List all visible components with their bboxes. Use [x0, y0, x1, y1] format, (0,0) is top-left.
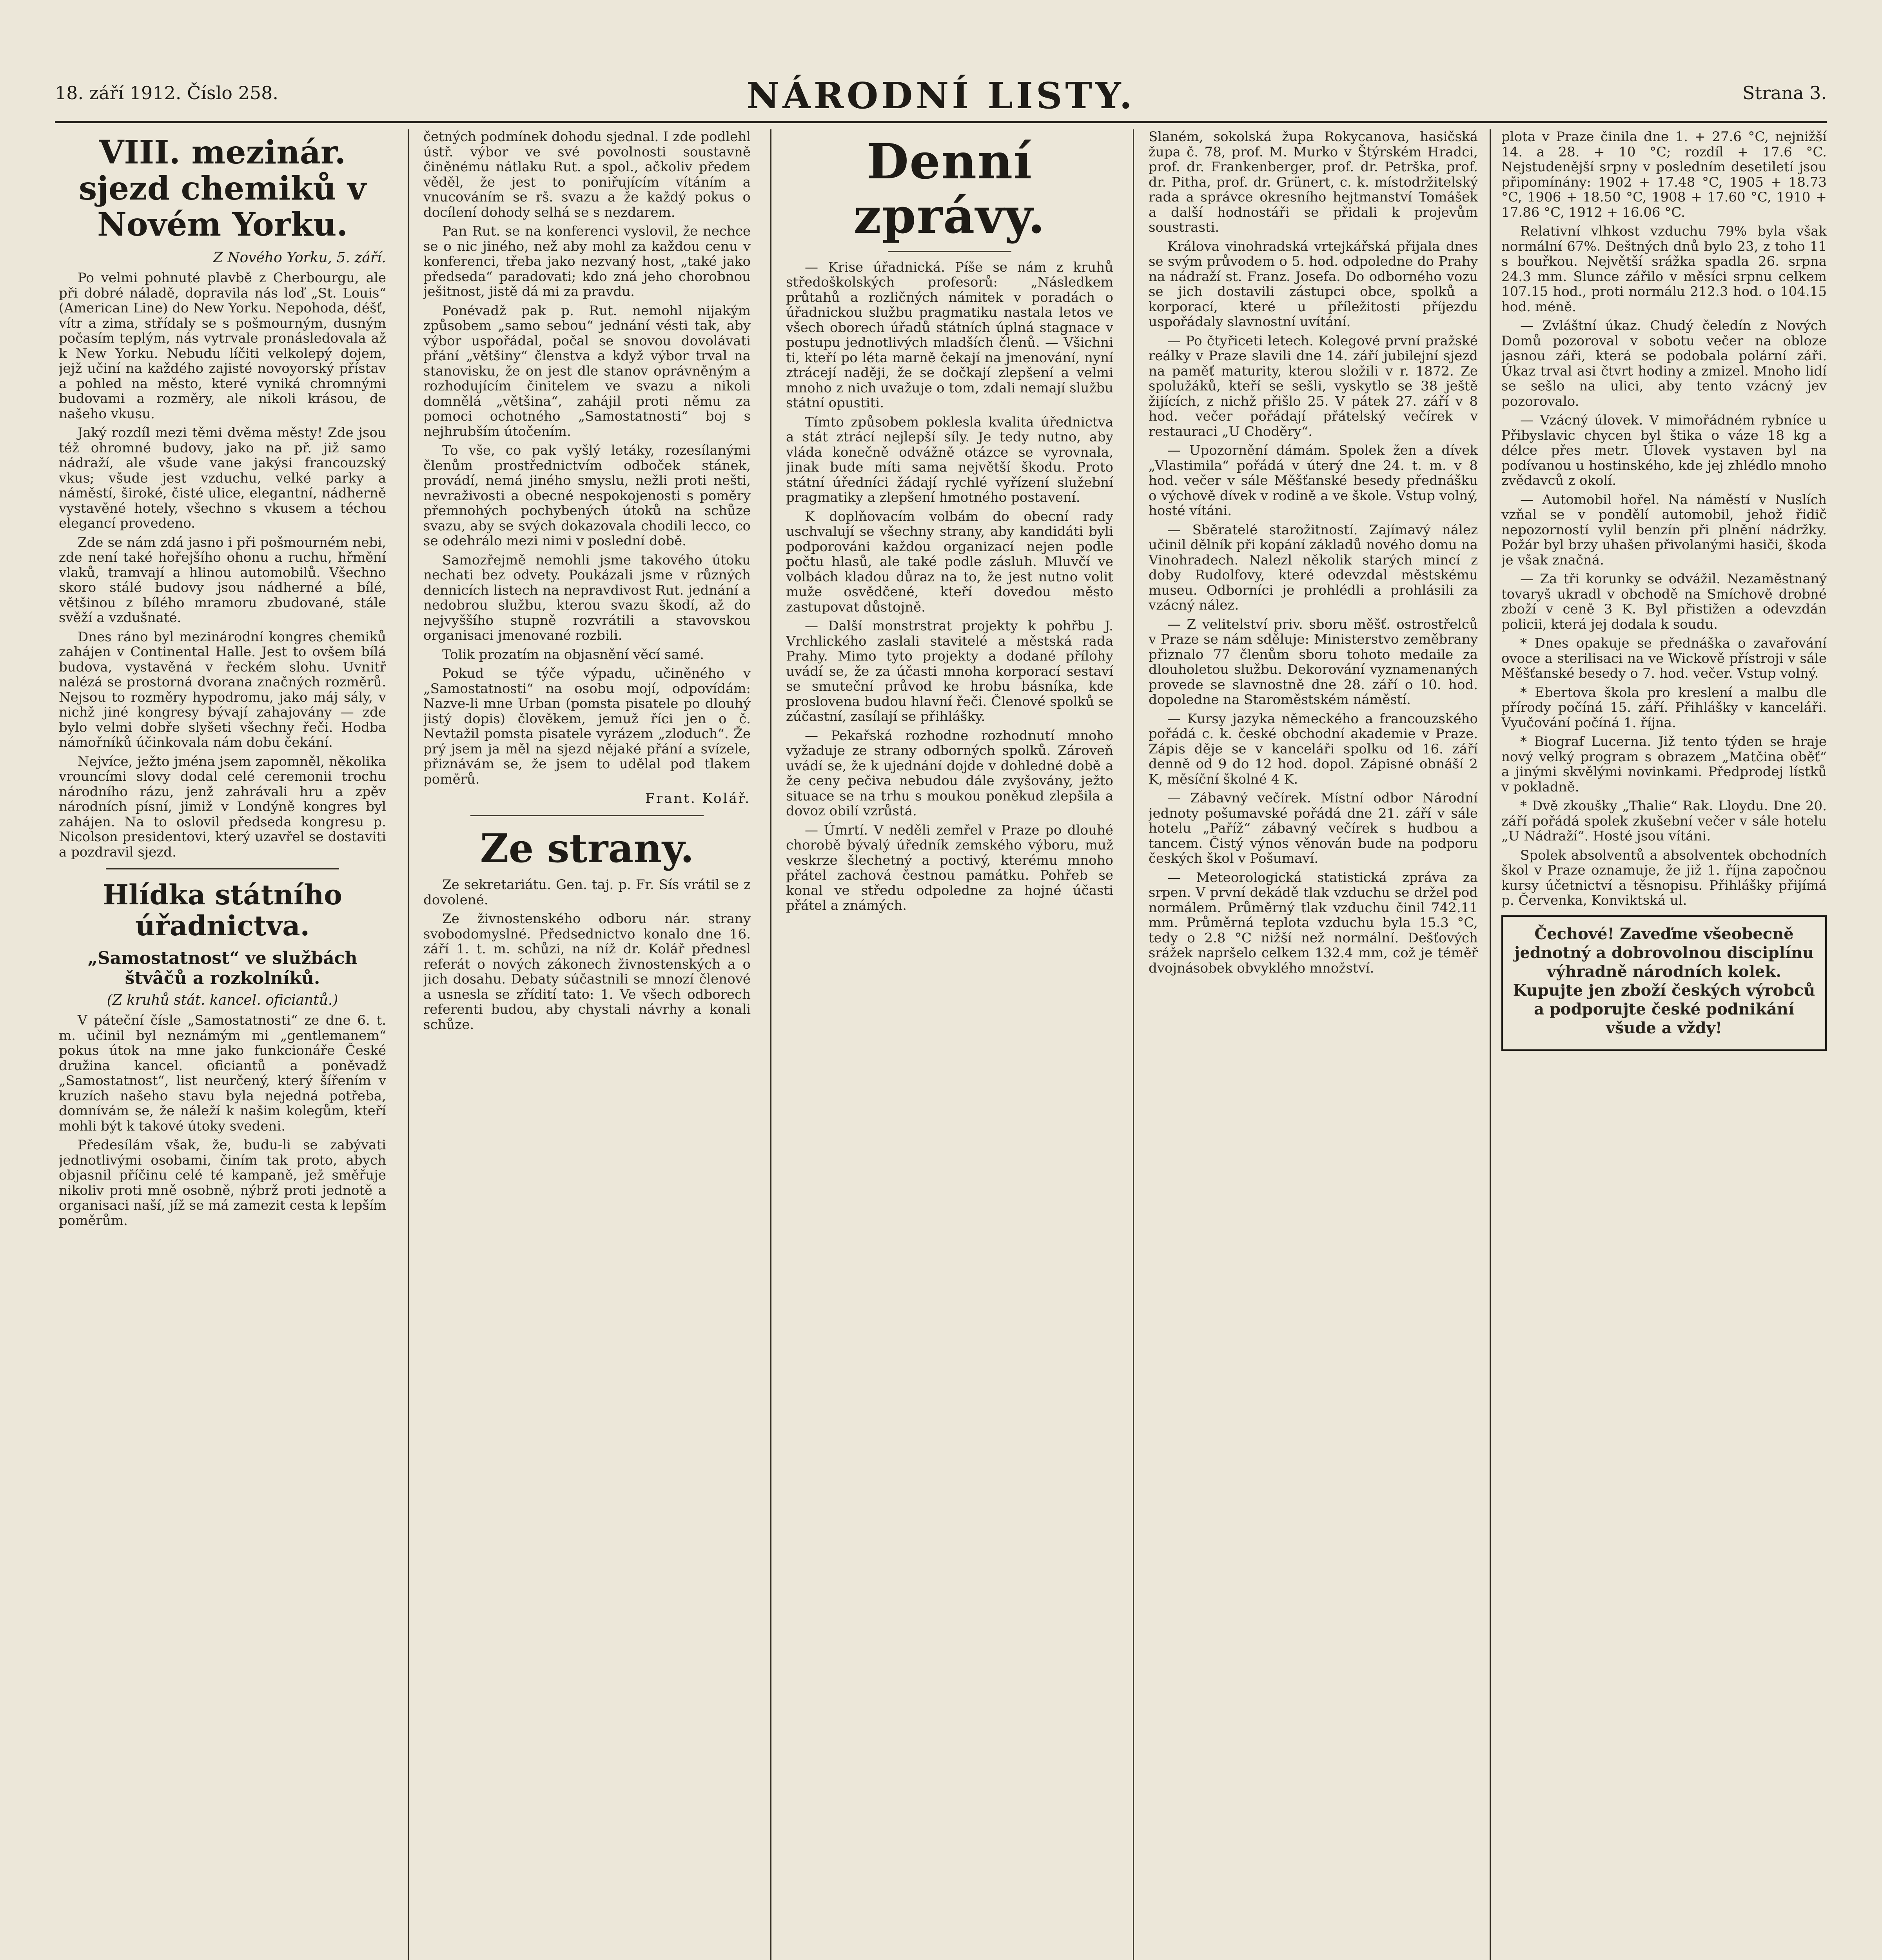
paragraph: Zde se nám zdá jasno i při pošmourném nebi, zde není také hořejšího ohonu a ruchu, hřmění vlaků, tramvají a hlinou automobilů. Všechno skoro stálé budovy jsou nádherné a bílé, většinou z bílého mramoru zbudované, stále svěží a vzdušnaté.: [59, 534, 386, 626]
author-signature: Frant. Kolář.: [645, 791, 751, 806]
paragraph: — Vzácný úlovek. V mimořádném rybníce u Přibyslavic chycen byl štika o váze 18 kg a délce přes metr. Úlovek vystaven byl na podívanou u hostinského, kde jej zhlédlo mnoho zvědavců z okolí.: [1501, 412, 1827, 488]
boxed-notice: [1501, 915, 1827, 1051]
paragraph: To vše, co pak vyšlý letáky, rozesílanými členům prostřednictvím odboček stánek, provádí, nemá jiného smyslu, nežli proti nešti, nevraživosti a obecné nespokojenosti s poměry přemnohých pochybených útoků na schůze svazu, aby se svých dokazovala chodili lecco, co se odehrálo mezi nimi v poslední době.: [423, 443, 751, 549]
paragraph: — Zvláštní úkaz. Chudý čeledín z Nových Domů pozoroval v sobotu večer na obloze jasnou záři, která se podobala polární záři. Úkaz trval asi čtvrt hodiny a zmizel. Mnoho lidí se sešlo na ulici, aby tento vzácný jev pozorovalo.: [1501, 318, 1827, 409]
paragraph: Slaném, sokolská župa Rokycanova, hasičská župa č. 78, prof. M. Murko v Štýrském Hradci, prof. dr. Frankenberger, prof. dr. Petrška, prof. dr. Pitha, prof. dr. Grünert, c. k. místodržitelský rada a správce okresního hejtmanství Tomášek a další hodnostáři se přidali k projevům soustrasti.: [1149, 129, 1478, 235]
paragraph: — Upozornění dámám. Spolek žen a dívek „Vlastimila“ pořádá v úterý dne 24. t. m. v 8 hod. večer v sále Měšťanské besedy přednášku o výchově dívek v rodině a ve škole. Vstup volný, hosté vítáni.: [1149, 443, 1478, 519]
paragraph: — Pekařská rozhodne rozhodnutí mnoho vyžaduje ze strany odborných spolků. Zároveň uvádí se, že k ujednání dojde v dohledné době a že ceny pečiva nebudou dále zvyšovány, ježto situace se na trhu s moukou poněkud zlepšila a dovoz obilí vzrůstá.: [786, 728, 1113, 819]
section-separator: [888, 251, 1011, 252]
column-divider: [1490, 129, 1491, 1960]
paragraph: Tímto způsobem poklesla kvalita úřednictva a stát ztrácí nejlepší síly. Je tedy nutno, aby vláda konečně odvážně otázce se vyrovnala, jinak bude míti sama největší škodu. Proto státní úředníci žádají rychlé vyřízení služební pragmatiky a zlepšení hmotného postavení.: [786, 414, 1113, 506]
paragraph: * Dvě zkoušky „Thalie“ Rak. Lloydu. Dne 20. září pořádá spolek zkušební večer v sále hotelu „U Nádraží“. Hosté jsou vítáni.: [1501, 798, 1827, 844]
column-divider: [408, 129, 409, 1960]
column-3: [786, 129, 1113, 1960]
paragraph: — Úmrtí. V neděli zemřel v Praze po dlouhé chorobě bývalý úředník zemského výboru, muž veskrze šlechetný a poctivý, kterému mnoho přátel zachová čestnou památku. Pohřeb se konal ve středu odpoledne za hojné účasti přátel a známých.: [786, 822, 1113, 914]
paragraph: Nejvíce, ježto jména jsem zapomněl, několika vrouncími slovy dodal celé ceremonii trochu národního rázu, jenž zahrávali hru a zpěv národních písní, jimiž v Londýně kongres byl zahájen. Na to oslovil předseda kongresu p. Nicolson presidentovi, který uzavřel se dostaviti a pozdravil sjezd.: [59, 753, 386, 860]
paragraph: Ponévadž pak p. Rut. nemohl nijakým způsobem „samo sebou“ jednání vésti tak, aby výbor uspořádal, počal se snovou dovolávati přání „většiny“ členstva a když výbor trval na stanovisku, že on jest dle stanov oprávněným a rozhodujícím činitelem ve svazu a nikoli domnělá „většina“, zahájil proti němu za pomoci ochotného „Samostatnosti“ boj s nejhrubším útočením.: [423, 303, 751, 439]
paragraph: — Kursy jazyka německého a francouzského pořádá c. k. české obchodní akademie v Praze. Zápis děje se v kanceláři spolku od 16. září denně od 9 do 12 hod. dopol. Zápisné obnáší 2 K, měsíční školné 4 K.: [1149, 711, 1478, 787]
article-headline: Hlídka státního úřadnictva.: [103, 878, 342, 942]
article-headline: VIII. mezinár. sjezd chemiků v Novém Yorku.: [79, 134, 366, 243]
column-4: [1149, 129, 1478, 1960]
paragraph: Předesílám však, že, budu-li se zabývati jednotlivými osobami, činím tak proto, abych objasnil příčinu celé té kampaně, jež směřuje nikoliv proti mně osobně, nýbrž proti jednotě a organisaci naší, jíž se má zamezit cesta k lepším poměrům.: [59, 1137, 386, 1229]
paragraph: — Krise úřadnická. Píše se nám z kruhů středoškolských profesorů: „Následkem průtahů a rozličných námitek v poradách o úřadnickou službu pragmatiku nastala letos ve všech oborech úřadů státních úplná stagnace v postupu jednotlivých mladších členů. — Všichni ti, kteří po léta marně čekají na jmenování, nyní ztrácejí naději, že se dočkají zlepšení a velmi mnoho z nich uvažuje o tom, zdali nemají službu státní opustiti.: [786, 259, 1113, 411]
page-header: [55, 74, 1827, 118]
paragraph: — Další monstrstrat projekty k pohřbu J. Vrchlického zaslali stavitelé a městská rada Prahy. Mimo tyto projekty a dodané přílohy uvádí se, že za účasti mnoha korporací sestaví se smuteční průvod ke hrobu básníka, kde proslovena budou hlavní řeči. Členové spolků se zúčastní, zasílají se přihlášky.: [786, 618, 1113, 725]
paragraph: Jaký rozdíl mezi těmi dvěma městy! Zde jsou též ohromné budovy, jako na př. již samo nádraží, ale všude vane jakýsi francouzský vkus; všude jest vzduchu, velké parky a náměstí, široké, čisté ulice, elegantní, nádherně vystavěné hotely, všechno s vkusem a téchou elegancí provedeno.: [59, 425, 386, 532]
paragraph: Relativní vlhkost vzduchu 79% byla však normální 67%. Deštných dnů bylo 23, z toho 11 s bouřkou. Největší srážka spadla 26. srpna 24.3 mm. Slunce zářilo v měsíci srpnu celkem 107.15 hod., proti normálu 212.3 hod. o 104.15 hod. méně.: [1501, 223, 1827, 315]
section-separator: [106, 868, 339, 869]
paragraph: Tolik prozatím na objasnění věcí samé.: [442, 646, 704, 662]
paragraph: Ze živnostenského odboru nár. strany svobodomyslné. Předsednictvo konalo dne 16. září 1. t. m. schůzi, na níž dr. Kolář přednesl referát o nových zákonech živnostenských a o jich dosahu. Debaty súčastnili se mnozí členové a usnesla se zřídití tato: 1. Ve všech odborech referenti budou, aby chystali návrhy a konali schůze.: [423, 911, 751, 1033]
article-subheadline: „Samostatnost“ ve službách štvâčů a rozkolníků.: [87, 948, 358, 989]
paragraph: Pan Rut. se na konferenci vyslovil, že nechce se o nic jiného, než aby mohl za každou cenu v konferenci, třeba jako nezvaný host, „také jako předseda“ paradovati; kdo zná jeho chorobnou ješitnost, jistě dá mi za pravdu.: [423, 223, 751, 299]
notice-text: Čechové! Zaveďme všeobecně jednotný a dobrovolnou disciplínu výhradně národních kolek. Kupujte jen zboží českých výrobců a podporujte české podnikání všude a vždy!: [1513, 924, 1815, 1037]
column-5: [1501, 129, 1827, 1960]
paragraph: — Automobil hořel. Na náměstí v Nuslích vzňal se v pondělí automobil, jehož řidič nepozorností vylil benzín při plnění nádržky. Požár byl brzy uhašen přivolanými hasiči, škoda je však značná.: [1501, 492, 1827, 568]
article-source: (Z kruhů stát. kancel. oficiantů.): [107, 992, 338, 1009]
paragraph: Dnes ráno byl mezinárodní kongres chemiků zahájen v Continental Halle. Jest to ovšem bílá budova, vystavěná v řeckém slohu. Uvnitř nalézá se prostorná dvorana značných rozměrů. Nejsou to rozměry hypodromu, jako máj sály, v nichž jiné kongresy bývají zahajovány — zde bylo velmi dobře slyšeti všechny řeči. Hodba námořníků účinkovala nám dobu čekání.: [59, 629, 386, 751]
paragraph: Ze sekretariátu. Gen. taj. p. Fr. Sís vrátil se z dovolené.: [423, 877, 751, 908]
paragraph: — Meteorologická statistická zpráva za srpen. V první dekádě tlak vzduchu se držel pod normálem. Průměrný tlak vzduchu činil 742.11 mm. Průměrná teplota vzduchu byla 15.3 °C, tedy o 2.8 °C nižší než normální. Dešťových srážek napršelo celkem 132.4 mm, což je téměř dvojnásobek obvyklého množství.: [1149, 869, 1478, 976]
paragraph: Samozřejmě nemohli jsme takového útoku nechati bez odvety. Poukázali jsme v různých dennicích listech na nepravdivost Rut. jednání a nedobrou službu, kterou svazu škodí, až do nejvyššího stupně rozvrátili a stavovskou organisaci jmenované rozbili.: [423, 552, 751, 643]
paragraph: — Za tři korunky se odvážil. Nezaměstnaný tovaryš ukradl v obchodě na Smíchově drobné zboží v ceně 3 K. Byl přistižen a odevzdán policii, která jej dodala k soudu.: [1501, 571, 1827, 632]
paragraph: * Ebertova škola pro kreslení a malbu dle přírody počíná 15. září. Přihlášky v kanceláři. Vyučování počíná 1. října.: [1501, 684, 1827, 731]
column-2: [423, 129, 751, 1960]
paragraph: * Dnes opakuje se přednáška o zavařování ovoce a sterilisaci na ve Wickově přístroji v sále Měšťanské besedy o 7. hod. večer. Vstup volný.: [1501, 635, 1827, 681]
column-divider: [1133, 129, 1134, 1960]
paragraph: — Sběratelé starožitností. Zajímavý nález učinil dělník při kopání základů nového domu na Vinohradech. Nalezl několik starých mincí z doby Rudolfovy, které odevzdal městskému museu. Odborníci je prohlédli a prohlásili za vzácný nález.: [1149, 522, 1478, 613]
paragraph: — Z velitelství priv. sboru měšť. ostrostřelců v Praze se nám sděluje: Ministerstvo zeměbrany přiznalo 77 členům sboru tohoto medaile za dlouholetou službu. Dekorování vyznamenaných provede se slavnostně dne 28. září o 10. hod. dopoledne na Staroměstském náměstí.: [1149, 616, 1478, 708]
paragraph: Králova vinohradská vrtejkářská přijala dnes se svým průvodem o 5. hod. odpoledne do Prahy na nádraží st. Franz. Josefa. Do odborného vozu se jich dostavili zástupci obce, spolků a korporací, které u příležitosti příjezdu uspořádaly slavnostní uvítání.: [1149, 238, 1478, 330]
paragraph: V páteční čísle „Samostatnosti“ ze dne 6. t. m. učinil byl neznámým mi „gentlemanem“ pokus útok na mne jako funkcionáře České družina kancel. oficiantů a poněvadž „Samostatnost“, list neurčený, který šířením v kruzích našeho stavu byla nejedná potřeba, domnívám se, že náleží k našim kolegům, kteří mohli být k takové útoky svedeni.: [59, 1013, 386, 1134]
section-headline: Denní zprávy.: [853, 133, 1046, 245]
section-separator: [470, 815, 704, 816]
article-headline: Ze strany.: [480, 825, 694, 871]
paragraph: — Zábavný večírek. Místní odbor Národní jednoty pošumavské pořádá dne 21. září v sále hotelu „Paříž“ zábavný večírek s hudbou a tancem. Čistý výnos věnován bude na podporu českých škol v Pošumaví.: [1149, 790, 1478, 866]
paragraph: * Biograf Lucerna. Již tento týden se hraje nový velký program s obrazem „Matčina oběť“ a jinými skvělými novinkami. Předprodej lístků v pokladně.: [1501, 734, 1827, 795]
issue-date: 18. září 1912. Číslo 258.: [55, 82, 279, 103]
paragraph: Spolek absolventů a absolventek obchodních škol v Praze oznamuje, že již 1. října započnou kursy účetnictví a těsnopisu. Přihlášky přijímá p. Červenka, Konviktská ul.: [1501, 847, 1827, 908]
paragraph: plota v Praze činila dne 1. + 27.6 °C, nejnižší 14. a 28. + 10 °C; rozdíl + 17.6 °C. Nejstudenější srpny v posledním desetiletí jsou připomínány: 1902 + 17.48 °C, 1905 + 18.73 °C, 1906 + 18.50 °C, 1908 + 17.60 °C, 1910 + 17.86 °C, 1912 + 16.06 °C.: [1501, 129, 1827, 220]
paragraph: Pokud se týče výpadu, učiněného v „Samostatnosti“ na osobu mojí, odpovídám: Nazve-li mne Urban (pomsta pisatele po dlouhý jistý dopis) člověkem, jemuž říci jen o č. Nevtažil pomsta pisatele vyrázem „zloduch“. Že prý jsem ja měl na sjezd nějaké přání a svízele, přiznávám se, že jsem to udělal pod tlakem poměrů.: [423, 666, 751, 787]
column-1: [59, 129, 386, 1960]
paragraph: Po velmi pohnuté plavbě z Cherbourgu, ale při dobré náladě, dopravila nás loď „St. Louis“ (American Line) do New Yorku. Nepohoda, déšť, vítr a zima, střídaly se s pošmourným, dusným počasím teplým, nás vytrvale pronásledovala až k New Yorku. Nebudu líčiti velkolepý dojem, jejž učiní na každého zajisté novoyorský přístav a pohled na město, které vyniká chromnými budovami a rozměry, ale nikoli krásou, de našeho vkusu.: [59, 270, 386, 422]
article-dateline: Z Nového Yorku, 5. září.: [213, 250, 386, 266]
column-divider: [770, 129, 771, 1960]
page-number: Strana 3.: [1742, 82, 1827, 103]
masthead-title: NÁRODNÍ LISTY.: [746, 74, 1135, 117]
header-rule: [55, 121, 1827, 123]
paragraph: četných podmínek dohodu sjednal. I zde podlehl ústř. výbor ve své povolnosti soustavně činěnému nátlaku Rut. a spol., ačkoliv předem věděl, že jest to poniřujícím vítáním a vnucováním se rš. svazu a že každý pokus o docílení dohody selhá se s nezdarem.: [423, 129, 751, 220]
paragraph: — Po čtyřiceti letech. Kolegové první pražské reálky v Praze slavili dne 14. září jubilejní sjezd na paměť maturity, kterou složili v r. 1872. Ze spolužáků, kteří se sešli, vyskytlo se 38 ještě žijících, z nichž přišlo 25. V pátek 27. září v 8 hod. večer pořádají přátelský večírek v restauraci „U Choděry“.: [1149, 333, 1478, 439]
paragraph: K doplňovacím volbám do obecní rady uschvalují se všechny strany, aby kandidáti byli podporováni každou organizací nejen podle počtu hlasů, ale také podle zásluh. Mluvčí ve volbách kladou důraz na to, že jest nutno volit muže osvědčené, kteří dovedou město zastupovat důstojně.: [786, 508, 1113, 615]
